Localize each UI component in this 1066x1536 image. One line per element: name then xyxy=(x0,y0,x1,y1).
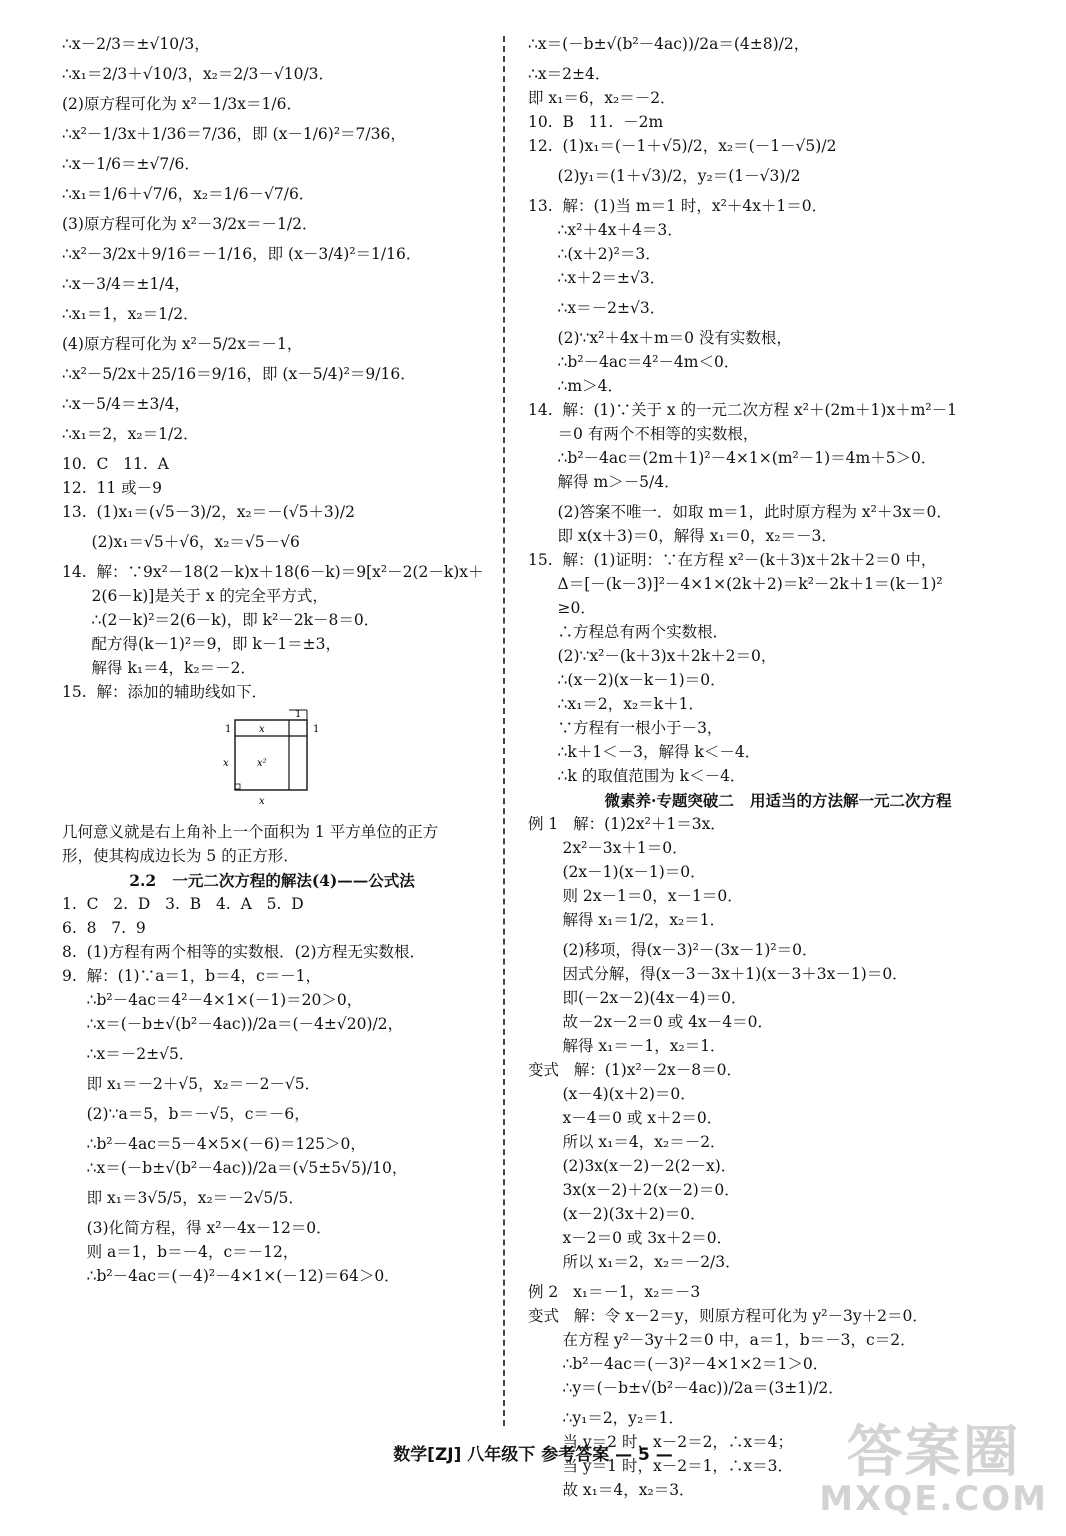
answer-line: ∴b²－4ac＝4²－4×1×(－1)＝20＞0， xyxy=(62,991,363,1009)
answer-line: (2)∵x²＋4x＋m＝0 没有实数根， xyxy=(528,329,792,347)
answer-line: Δ＝[－(k－3)]²－4×1×(2k＋2)＝k²－2k＋1＝(k－1)² xyxy=(528,575,943,593)
answer-line: 6. 8 7. 9 xyxy=(62,919,146,937)
answer-line: 变式 解：令 x－2＝y，则原方程可化为 y²－3y＋2＝0． xyxy=(528,1307,928,1325)
answer-line: 15. 解：添加的辅助线如下． xyxy=(62,683,268,701)
answer-line: (3)原方程可化为 x²－3/2x＝－1/2． xyxy=(62,215,318,233)
label-inner-x: x xyxy=(259,724,265,735)
answer-line: 故 x₁＝4，x₂＝3． xyxy=(528,1481,695,1499)
answer-line: (x－4)(x＋2)＝0． xyxy=(528,1085,696,1103)
answer-line: 当 y＝2 时，x－2＝2，∴x＝4； xyxy=(528,1433,794,1451)
answer-line: ∴x－2/3＝±√10/3， xyxy=(62,35,210,53)
answer-line: 所以 x₁＝2，x₂＝－2/3． xyxy=(528,1253,741,1271)
answer-line: 则 2x－1＝0，x－1＝0． xyxy=(528,887,743,905)
answer-line: 即 x(x＋3)＝0，解得 x₁＝0，x₂＝－3． xyxy=(528,527,837,545)
answer-line: (2)y₁＝(1＋√3)/2，y₂＝(1－√3)/2 xyxy=(528,167,801,185)
answer-line: ∴x²＋4x＋4＝3． xyxy=(528,221,683,239)
answer-line: ∴x＝(－b±√(b²－4ac))/2a＝(4±8)/2， xyxy=(528,35,810,53)
answer-line: ∴x＝－2±√3． xyxy=(528,299,666,317)
answer-line: (2)原方程可化为 x²－1/3x＝1/6． xyxy=(62,95,302,113)
answer-line: ∴b²－4ac＝(－3)²－4×1×2＝1＞0． xyxy=(528,1355,829,1373)
answer-line: 2.2 一元二次方程的解法(4)——公式法 xyxy=(129,871,415,890)
answer-line: 因式分解，得(x－3－3x＋1)(x－3＋3x－1)＝0． xyxy=(528,965,908,983)
watermark-text: 答案圈 xyxy=(846,1419,1021,1485)
answer-line: 2x²－3x＋1＝0． xyxy=(528,839,688,857)
answer-line: 10. B 11. －2m xyxy=(528,113,664,131)
answer-line: ∴方程总有两个实数根． xyxy=(528,623,729,641)
answer-line: 3x(x－2)＋2(x－2)＝0． xyxy=(528,1181,740,1199)
answer-line: ∴x＋2＝±√3． xyxy=(528,269,666,287)
answer-line: ∴x＝2±4． xyxy=(528,65,611,83)
answer-line: ∴b²－4ac＝(2m＋1)²－4×1×(m²－1)＝4m＋5＞0． xyxy=(528,449,937,467)
answer-line: ∴x－1/6＝±√7/6． xyxy=(62,155,200,173)
answer-line: 即 x₁＝－2＋√5，x₂＝－2－√5． xyxy=(62,1075,321,1093)
column-divider xyxy=(503,36,505,1426)
answer-line: ∴x＝－2±√5． xyxy=(62,1045,195,1063)
answer-line: ∴m＞4． xyxy=(528,377,623,395)
answer-line: 解得 x₁＝1/2，x₂＝1． xyxy=(528,911,726,929)
answer-line: ∴b²－4ac＝4²－4m＜0． xyxy=(528,353,740,371)
answer-line: 微素养·专题突破二 用适当的方法解一元二次方程 xyxy=(604,791,952,810)
answer-line: 12. (1)x₁＝(－1＋√5)/2，x₂＝(－1－√5)/2 xyxy=(528,137,837,155)
answer-line: ∴y＝(－b±√(b²－4ac))/2a＝(3±1)/2． xyxy=(528,1379,844,1397)
answer-line: (4)原方程可化为 x²－5/2x＝－1， xyxy=(62,335,303,353)
answer-line: 12. 11 或－9 xyxy=(62,479,163,497)
watermark-url: MXQE.COM xyxy=(819,1479,1048,1520)
answer-line: 所以 x₁＝4，x₂＝－2． xyxy=(528,1133,726,1151)
label-top: 1 xyxy=(295,709,302,720)
answer-line: x－2＝0 或 3x＋2＝0． xyxy=(528,1229,733,1247)
answer-line: ∴x₁＝2，x₂＝1/2． xyxy=(62,425,199,443)
answer-line: ∴x₁＝1/6＋√7/6，x₂＝1/6－√7/6． xyxy=(62,185,315,203)
answer-line: 14. 解：∵9x²－18(2－k)x＋18(6－k)＝9[x²－2(2－k)x＋ xyxy=(62,563,484,581)
right-column xyxy=(528,36,1028,1506)
answer-line: ∴k 的取值范围为 k＜－4． xyxy=(528,767,746,785)
left-column xyxy=(62,36,482,1292)
answer-line: 14. 解：(1)∵关于 x 的一元二次方程 x²＋(2m＋1)x＋m²－1 xyxy=(528,401,957,419)
answer-line: ∴(x－2)(x－k－1)＝0． xyxy=(528,671,726,689)
answer-line: 例 1 解：(1)2x²＋1＝3x． xyxy=(528,815,726,833)
answer-line: ∴b²－4ac＝5－4×5×(－6)＝125＞0， xyxy=(62,1135,366,1153)
answer-line: ≥0． xyxy=(528,599,596,617)
answer-line: ＝0 有两个不相等的实数根， xyxy=(528,425,759,443)
answer-line: 例 2 x₁＝－1，x₂＝－3 xyxy=(528,1283,701,1301)
answer-line: 15. 解：(1)证明：∵在方程 x²－(k＋3)x＋2k＋2＝0 中， xyxy=(528,551,937,569)
answer-line: ∴b²－4ac＝(－4)²－4×1×(－12)＝64＞0． xyxy=(62,1267,400,1285)
answer-line: 则 a＝1，b＝－4，c＝－12， xyxy=(62,1243,299,1261)
answer-line: x－4＝0 或 x＋2＝0． xyxy=(528,1109,723,1127)
answer-line: ∴(x＋2)²＝3． xyxy=(528,245,661,263)
label-left: 1 xyxy=(225,724,232,735)
label-inner-x2: x² xyxy=(257,758,267,769)
answer-line: 1. C 2. D 3. B 4. A 5. D xyxy=(62,895,304,913)
answer-line: ∴y₁＝2，y₂＝1． xyxy=(528,1409,685,1427)
answer-line: ∴x₁＝2/3＋√10/3，x₂＝2/3－√10/3． xyxy=(62,65,335,83)
answer-line: 9. 解：(1)∵a＝1，b＝4，c＝－1， xyxy=(62,967,322,985)
answer-line: 即 x₁＝3√5/5，x₂＝－2√5/5． xyxy=(62,1189,304,1207)
page-footer: 数学[ZJ] 八年级下 参考答案 — 5 — xyxy=(393,1445,673,1465)
answer-line: (2)∵x²－(k＋3)x＋2k＋2＝0， xyxy=(528,647,777,665)
answer-line: 解得 m＞－5/4． xyxy=(528,473,680,491)
answer-line: 在方程 y²－3y＋2＝0 中，a＝1，b＝－3，c＝2． xyxy=(528,1331,916,1349)
answer-line: ∴k＋1＜－3，解得 k＜－4． xyxy=(528,743,761,761)
answer-line: 变式 解：(1)x²－2x－8＝0． xyxy=(528,1061,743,1079)
answer-line: ∴x₁＝1，x₂＝1/2． xyxy=(62,305,199,323)
answer-line: ∴(2－k)²＝2(6－k)，即 k²－2k－8＝0． xyxy=(62,611,380,629)
answer-line: 即(－2x－2)(4x－4)＝0． xyxy=(528,989,747,1007)
answer-line: 配方得(k－1)²＝9，即 k－1＝±3， xyxy=(62,635,342,653)
answer-line: ∵方程有一根小于－3， xyxy=(528,719,723,737)
label-bottom: x xyxy=(259,796,265,807)
answer-line: 即 x₁＝6，x₂＝－2． xyxy=(528,89,676,107)
answer-line: 几何意义就是右上角补上一个面积为 1 平方单位的正方 xyxy=(62,823,439,841)
answer-line: (2)答案不唯一．如取 m＝1，此时原方程为 x²＋3x＝0． xyxy=(528,503,952,521)
auxiliary-square-diagram xyxy=(62,708,482,818)
answer-line: 2(6－k)]是关于 x 的完全平方式， xyxy=(62,587,328,605)
answer-line: ∴x＝(－b±√(b²－4ac))/2a＝(√5±5√5)/10， xyxy=(62,1159,408,1177)
label-right: 1 xyxy=(313,724,320,735)
answer-line: 13. 解：(1)当 m＝1 时，x²＋4x＋1＝0． xyxy=(528,197,828,215)
answer-line: 当 y＝1 时，x－2＝1，∴x＝3． xyxy=(528,1457,794,1475)
answer-line: ∴x－3/4＝±1/4， xyxy=(62,275,190,293)
answer-line: (x－2)(3x＋2)＝0． xyxy=(528,1205,706,1223)
answer-line: 解得 x₁＝－1，x₂＝1． xyxy=(528,1037,726,1055)
answer-line: ∴x²－3/2x＋9/16＝－1/16，即 (x－3/4)²＝1/16． xyxy=(62,245,422,263)
answer-line: ∴x＝(－b±√(b²－4ac))/2a＝(－4±√20)/2， xyxy=(62,1015,404,1033)
label-side: x xyxy=(223,758,229,769)
answer-line: (2x－1)(x－1)＝0． xyxy=(528,863,706,881)
answer-line: 解得 k₁＝4，k₂＝－2． xyxy=(62,659,256,677)
answer-line: ∴x²－1/3x＋1/36＝7/36，即 (x－1/6)²＝7/36， xyxy=(62,125,406,143)
answer-line: 故－2x－2＝0 或 4x－4＝0． xyxy=(528,1013,773,1031)
answer-line: (2)移项，得(x－3)²－(3x－1)²＝0． xyxy=(528,941,818,959)
watermark-logo xyxy=(819,1419,1048,1520)
answer-line: (2)3x(x－2)－2(2－x)． xyxy=(528,1157,737,1175)
answer-line: (2)x₁＝√5＋√6，x₂＝√5－√6 xyxy=(62,533,300,551)
answer-line: 形，使其构成边长为 5 的正方形． xyxy=(62,847,299,865)
answer-line: (2)∵a＝5，b＝－√5，c＝－6， xyxy=(62,1105,310,1123)
answer-line: 13. (1)x₁＝(√5－3)/2，x₂＝－(√5＋3)/2 xyxy=(62,503,355,521)
answer-line: 10. C 11. A xyxy=(62,455,169,473)
answer-line: ∴x₁＝2，x₂＝k＋1． xyxy=(528,695,704,713)
answer-line: (3)化简方程，得 x²－4x－12＝0． xyxy=(62,1219,332,1237)
answer-line: ∴x²－5/2x＋25/16＝9/16，即 (x－5/4)²＝9/16． xyxy=(62,365,416,383)
answer-line: 8. (1)方程有两个相等的实数根．(2)方程无实数根． xyxy=(62,943,426,961)
answer-line: ∴x－5/4＝±3/4， xyxy=(62,395,190,413)
